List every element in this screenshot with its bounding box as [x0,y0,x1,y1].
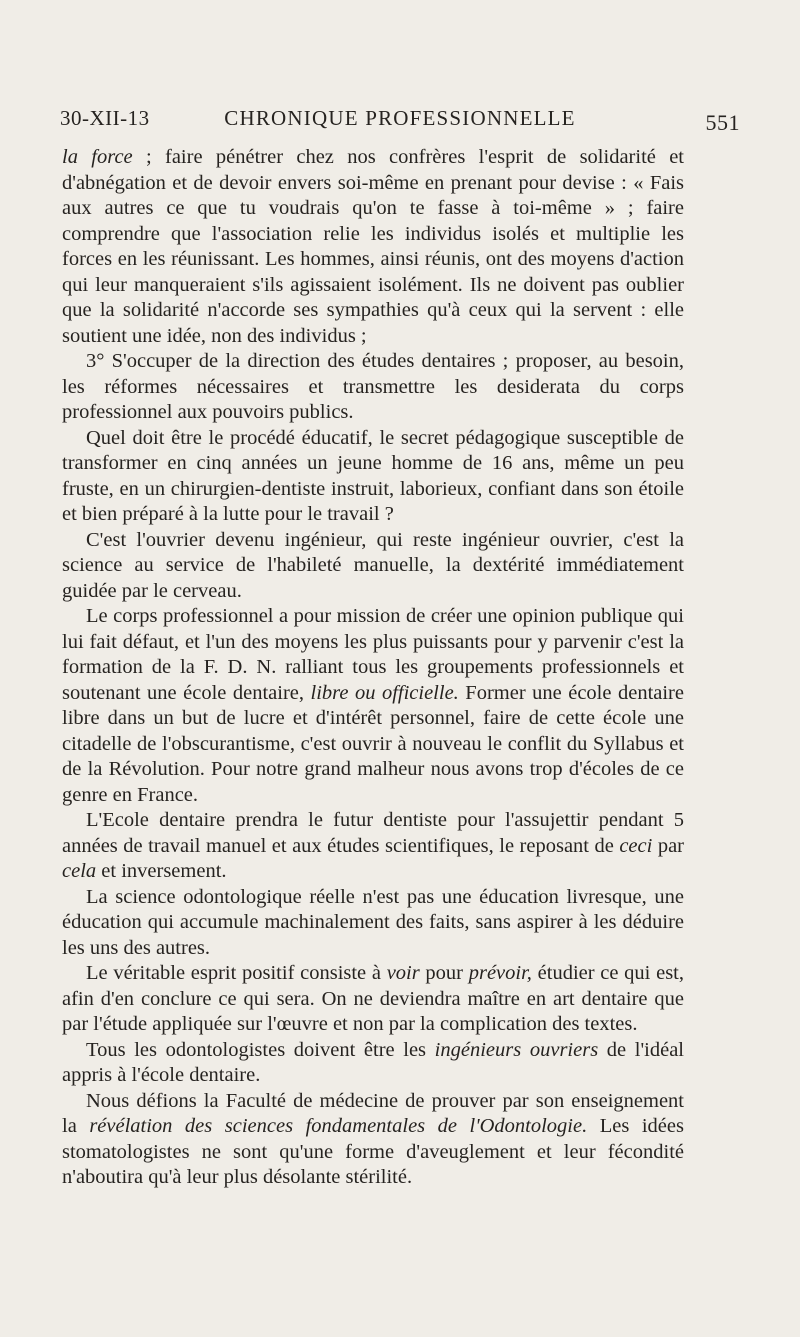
body-text [62,145,684,1191]
text-run: Le véritable esprit positif consiste à [86,962,387,984]
text-run: Quel doit être le procédé éducatif, le secret pédagogique susceptible de transformer en cinq années un jeune homme de 16 ans, même un peu fruste, en un chirurgien-dentiste instruit, laborieux, confiant dans son étoile et bien préparé à la lutte pour le travail ? [62,426,684,525]
italic-phrase: ingénieurs ouvriers [434,1038,599,1061]
text-run: de l'idéal appris à l'école dentaire. [62,1038,684,1086]
text-run: Nous défions la Faculté de médecine de prouver par son enseignement la [62,1089,684,1137]
text-run: et inversement. [96,860,227,882]
paragraph-p2 [62,349,684,426]
text-run: L'Ecole dentaire prendra le futur dentiste pour l'assujettir pendant 5 années de travail manuel et aux études scientifiques, le reposant de [62,809,684,857]
italic-phrase: prévoir, [468,962,532,984]
paragraph-p9 [62,1038,684,1089]
paragraph-p8 [62,961,684,1038]
text-run: pour [419,962,469,984]
text-run: 3° S'occuper de la direction des études dentaires ; proposer, au besoin, les réformes nécessaires et transmettre les desiderata du corps professionnel aux pouvoirs publics. [62,350,684,423]
paragraph-p3 [62,426,684,528]
text-run: par [652,834,684,857]
italic-phrase: la force [62,146,133,168]
header-date: 30-XII-13 [60,106,150,130]
text-run: étudier ce qui est, afin d'en conclure ce qui sera. On ne deviendra maître en art dentaire que par l'étude appliquée sur l'œuvre et non par la complication des textes. [62,962,684,1035]
italic-phrase: ceci [619,834,653,857]
paragraph-p4 [62,528,684,605]
text-run: Former une école dentaire libre dans un but de lucre et d'intérêt personnel, faire de cette école une citadelle de l'obscurantisme, c'est ouvrir à nouveau le conflit du Syllabus et de la Révolution. Pour notre grand malheur nous avons trop d'écoles de ce genre en France. [62,681,684,806]
page-number: 551 [705,110,740,135]
text-run: Le corps professionnel a pour mission de créer une opinion publique qui lui fait défaut, et l'un des moyens les plus puissants pour y parvenir c'est la formation de la F. D. N. ralliant tous les groupements professionnels et soutenant une école dentaire, [62,605,684,704]
text-run: ; faire pénétrer chez nos confrères l'esprit de solidarité et d'abnégation et de devoir envers soi-même en prenant pour devise : « Fais aux autres ce que tu voudrais qu'on te fasse à toi-même » ; faire comprendre que l'association relie les individus isolés et multiplie les forces en les réunissant. Les hommes, ainsi réunis, ont des moyens d'action qui leur manqueraient s'ils agissaient isolément. Ils ne doivent pas oublier que la solidarité n'accorde ses sympathies qu'à ceux qui la servent : elle soutient une idée, non des individus ; [62,146,684,347]
italic-phrase: révélation des sciences fondamentales de l'Odontologie. [89,1115,588,1137]
text-run: C'est l'ouvrier devenu ingénieur, qui reste ingénieur ouvrier, c'est la science au service de l'habileté manuelle, la dextérité immédiatement guidée par le cerveau. [62,528,684,602]
paragraph-p7 [62,885,684,962]
header-title: CHRONIQUE PROFESSIONNELLE [224,106,576,130]
running-header [60,106,740,146]
italic-phrase: libre ou officielle. [310,681,459,704]
text-run: Tous les odontologistes doivent être les [86,1038,435,1061]
paragraph-p5 [62,604,684,808]
italic-phrase: cela [62,860,97,882]
text-run: Les idées stomatologistes ne sont qu'une forme d'aveuglement et leur fécondité n'aboutira qu'à leur plus désolante stérilité. [62,1115,684,1188]
italic-phrase: voir [386,962,420,984]
paragraph-p10 [62,1089,684,1191]
paragraph-p1 [62,145,684,349]
text-run: La science odontologique réelle n'est pas une éducation livresque, une éducation qui accumule machinalement des faits, sans aspirer à les déduire les uns des autres. [62,885,684,959]
paragraph-p6 [62,808,684,885]
